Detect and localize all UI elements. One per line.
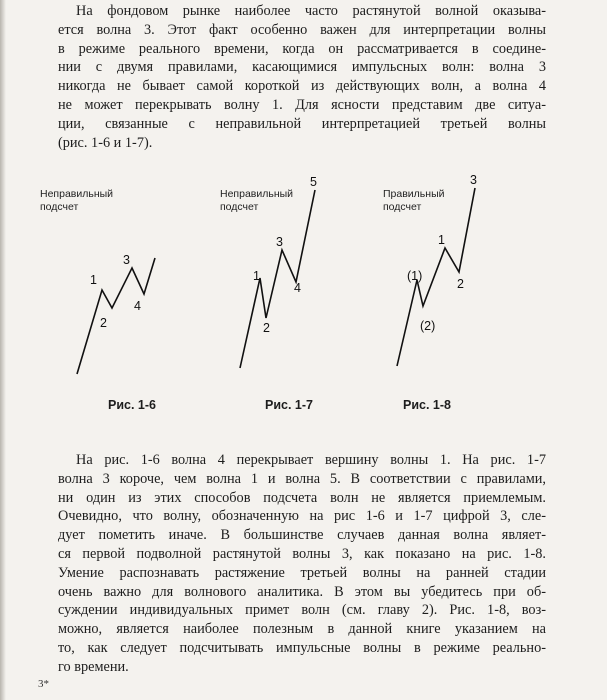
binding-shadow bbox=[0, 0, 6, 700]
text-line: дует пометить иначе. В большинстве случаев данная волна являет- bbox=[58, 527, 546, 544]
wave-path bbox=[77, 258, 155, 374]
text-line: На фондовом рынке наиболее часто растянутой волной оказыва- bbox=[76, 3, 546, 19]
wave-label: 2 bbox=[263, 321, 270, 335]
text-line: го времени. bbox=[58, 658, 129, 675]
text-line: ся первой подволной растянутой волны 3, как показано на рис. 1-8. bbox=[58, 545, 546, 562]
figure-caption: Рис. 1-6 bbox=[108, 398, 156, 412]
wave-label: 3 bbox=[276, 235, 283, 249]
text-line: очень важно для волнового аналитика. В этом вы убедитесь при об- bbox=[58, 583, 546, 600]
wave-diagram-1-6 bbox=[40, 170, 200, 420]
text-line: ции, связанные с неправильной интерпретацией третьей волны bbox=[58, 115, 546, 132]
text-line: суждении индивидуальных примет волн (см. главу 2). Рис. 1-8, воз- bbox=[58, 602, 546, 619]
text-line: ется волна 3. Этот факт особенно важен для интерпретации волны bbox=[58, 21, 546, 38]
wave-label: (1) bbox=[407, 269, 423, 283]
figure-1-8 bbox=[383, 170, 543, 420]
text-line: Очевидно, что волну, обозначенную на рис 1-6 и 1-7 цифрой 3, сле- bbox=[58, 508, 546, 525]
text-line: ни один из этих способов подсчета волн не является приемлемым. bbox=[58, 489, 546, 506]
page-number: 3* bbox=[38, 678, 49, 690]
wave-label: 3 bbox=[123, 253, 130, 267]
figure-title: Правильный подсчет bbox=[383, 188, 445, 213]
wave-path bbox=[240, 190, 315, 368]
text-line: (рис. 1-6 и 1-7). bbox=[58, 134, 153, 151]
wave-label: 2 bbox=[100, 316, 107, 330]
text-line: можно, является наиболее полезным в данной книге указанием на bbox=[58, 621, 546, 638]
wave-label: 5 bbox=[310, 175, 317, 189]
paragraph-intro bbox=[58, 2, 546, 152]
wave-label: 4 bbox=[294, 281, 301, 295]
wave-label: 4 bbox=[134, 299, 141, 313]
wave-label: 3 bbox=[470, 173, 477, 187]
text-line: волна 3 короче, чем волна 1 и волна 5. В соответствии с правилами, bbox=[58, 470, 546, 487]
figure-1-7 bbox=[220, 170, 380, 420]
text-line: то, как следует подсчитывать импульсные волны в режиме реально- bbox=[58, 639, 546, 656]
wave-label: (2) bbox=[420, 319, 436, 333]
figure-caption: Рис. 1-8 bbox=[403, 398, 451, 412]
text-line: нии с двумя правилами, касающимися импульсных волн: волна 3 bbox=[58, 59, 546, 76]
text-line: Умение распознавать растяжение третьей волны на ранней стадии bbox=[58, 564, 546, 581]
text-line: не может перекрывать волну 1. Для ясности представим две ситуа- bbox=[58, 96, 546, 113]
text-line: На рис. 1-6 волна 4 перекрывает вершину волны 1. На рис. 1-7 bbox=[76, 452, 546, 468]
figure-caption: Рис. 1-7 bbox=[265, 398, 313, 412]
text-line: в режиме реального времени, когда он рассматривается в соедине- bbox=[58, 40, 546, 57]
wave-label: 2 bbox=[457, 277, 464, 291]
figure-1-6 bbox=[40, 170, 200, 420]
figure-title: Неправильный подсчет bbox=[40, 188, 114, 213]
paragraph-explanation bbox=[58, 451, 546, 677]
figure-title: Неправильный подсчет bbox=[220, 188, 294, 213]
wave-label: 1 bbox=[438, 233, 445, 247]
wave-label: 1 bbox=[253, 269, 260, 283]
text-line: никогда не бывает самой короткой из действующих волн, а волна 4 bbox=[58, 78, 546, 95]
wave-diagram-1-7 bbox=[220, 170, 380, 420]
wave-diagram-1-8 bbox=[383, 170, 543, 420]
wave-label: 1 bbox=[90, 273, 97, 287]
